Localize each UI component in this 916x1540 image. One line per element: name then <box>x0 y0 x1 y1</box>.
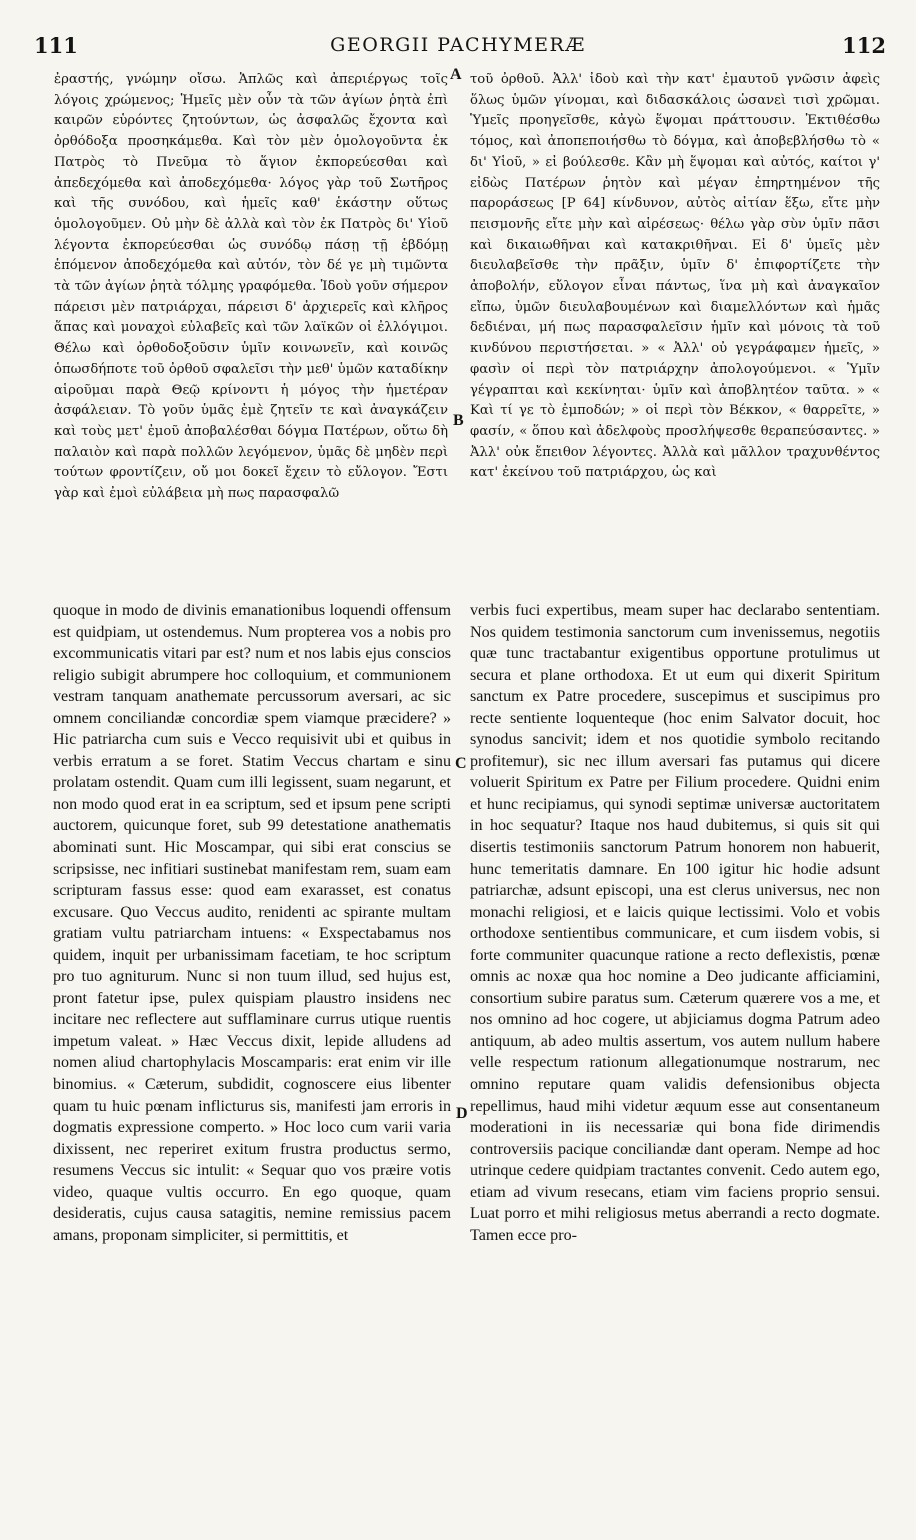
margin-marker-a: A <box>450 66 462 83</box>
page-header <box>0 33 916 57</box>
page-number-right: 112 <box>842 33 886 58</box>
running-title: GEORGII PACHYMERÆ <box>330 34 586 56</box>
greek-text-left-column: ἐραστής, γνώμην οἴσω. Ἁπλῶς καὶ ἀπεριέργως τοῖς λόγοις χρώμενος; Ἡμεῖς μὲν οὖν τὰ τῶν ἁγίων ῥητὰ ἐπὶ καιρῶν εὑρόντες ζητούντων, ὡς ἀσφαλῶς ἔχοντα καὶ ὀρθόδοξα προσηκάμεθα. Καὶ τὸν μὲν ὁμολογοῦντα ἐκ Πατρὸς τὸ Πνεῦμα τὸ ἅγιον ἐκπορεύεσθαι καὶ ἀπεδεχόμεθα καὶ ἀποδεχόμεθα· λόγος γὰρ τοῦ Σωτῆρος καὶ τῆς συνόδου, καὶ ἡμεῖς καθ' ἑκάστην οὕτως ὁμολογοῦμεν. Οὐ μὴν δὲ ἀλλὰ καὶ τὸν ἐκ Πατρὸς δι' Υἱοῦ λέγοντα ἐκπορεύεσθαι ὡς συνόδῳ πάσῃ τῇ ἑβδόμῃ ἑπόμενον ἀποδεχόμεθα καὶ αὐτόν, τὸν δέ γε μὴ τιμῶντα τὰ τῶν ἁγίων ῥητὰ τόλμης γραφόμεθα. Ἰδοὺ γοῦν σήμερον πάρεισι μὲν πατριάρχαι, πάρεισι δ' ἀρχιερεῖς καὶ κλῆρος ἅπας καὶ μοναχοὶ εὐλαβεῖς καὶ τῶν λαϊκῶν οἱ ἐλλόγιμοι. Θέλω καὶ ὀρθοδοξοῦσιν ὑμῖν κοινωνεῖν, καὶ κοινῶς ὁπωσδήποτε τοῦ ὀρθοῦ σφαλεῖσι τὴν μεθ' ὑμῶν καταδίκην αἱροῦμαι παρὰ Θεῷ κρίνοντι ἡ μόγος τὴν ἡμετέραν ἀσφάλειαν. Τὸ γοῦν ὑμᾶς ἐμὲ ζητεῖν τε καὶ ἀναγκάζειν καὶ τοὺς μετ' ἐμοῦ ἀποβαλέσθαι δόγμα Πατέρων, οὕτω δὴ παλαιὸν καὶ παρὰ πολλῶν λεγόμενον, ὑμᾶς δὲ μηδὲν περὶ τούτων φροντίζειν, οὔ μοι δοκεῖ ἔχειν τὸ εὔλογον. Ἔστι γὰρ καὶ ἐμοὶ εὐλάβεια μὴ πως παρασφαλῶ <box>54 72 448 502</box>
margin-marker-c: C <box>455 755 467 772</box>
margin-marker-d: D <box>456 1105 468 1122</box>
greek-text-right-column: τοῦ ὀρθοῦ. Ἀλλ' ἰδοὺ καὶ τὴν κατ' ἐμαυτοῦ γνῶσιν ἀφεὶς ὅλως ὑμῶν γίνομαι, καὶ διδασκάλοις ὡσανεὶ τισὶ χρῶμαι. Ὑμεῖς προηγεῖσθε, κἀγὼ ἕψομαι πράττουσιν. Ἐκτιθέσθω τόμος, καὶ ἀποπεποιήσθω τὸ δόγμα, καὶ ἀποβεβλήσθω τὸ « δι' Υἱοῦ, » εἰ βούλεσθε. Κἂν μὴ ἕψομαι καὶ αὐτός, καίτοι γ' εἰδὼς Πατέρων ῥητὸν καὶ μέγαν ἐπηρτημένον τῆς παροράσεως [P 64] κίνδυνον, αὐτὸς αἰτίαν ἕξω, εἴτε μὴν πεισμονῆς εἴτε μὴν καὶ αἱρέσεως· θέλω γὰρ σὺν ὑμῖν πᾶσι καὶ δικαιωθῆναι καὶ κατακριθῆναι. Εἰ δ' ὑμεῖς μὲν διευλαβεῖσθε τὴν πρᾶξιν, ὑμῖν δ' ἐπιφορτίζετε τὴν ἀποβολήν, εὔλογον εἶναι πάντως, ἵνα μὴ καὶ ἀναγκαῖον εἴπω, ὑμῶν διευλαβουμένων καὶ διαμελλόντων καὶ ἡμᾶς δεδιέναι, μή πως παρασφαλεῖσιν ἡμῖν καὶ μόνοις τὰ τοῦ κινδύνου περιστήσεται. » « Ἀλλ' οὐ γεγράφαμεν ἡμεῖς, » φασὶν οἱ περὶ τὸν πατριάρχην ἀπολογούμενοι. « Ὑμῖν γέγραπται καὶ κεκίνηται· ὑμῖν καὶ ἀποβλητέον ταῦτα. » « Καὶ τί γε τὸ ἐμποδών; » οἱ περὶ τὸν Βέκκον, « θαρρεῖτε, » φασίν, « ὅπου καὶ ἀδελφοὺς προσλήψεσθε θεραπεύσαντες. » Ἀλλ' οὐκ ἔπειθον λέγοντες. Ἀλλὰ καὶ μᾶλλον τραχυνθέντος κατ' ἐκείνου τοῦ πατριάρχου, ὡς καὶ <box>470 72 880 481</box>
margin-marker-b: B <box>453 412 464 429</box>
latin-text-left-column: quoque in modo de divinis emanationibus loquendi offensum est quidpiam, ut ostendemus. Num propterea vos a nobis pro excommunicatis vitari par est? num et nos labis ejus conscios religio subigit abrumpere hoc colloquium, et communionem vestram tanquam anathemate percussorum aversari, ac sic omnem conciliandæ concordiæ spem viamque præcidere? » Hic patriarcha cum suis e Vecco requisivit ubi et quibus in verbis erratum a se foret. Statim Veccus chartam e sinu prolatam ostendit. Quam cum illi legissent, suam negarunt, et non modo quod erat in ea scriptum, sed et ipsum pene scripti auctorem, quicunque foret, sub 99 detestatione anathematis abominati sunt. Hic Moscampar, qui sibi erat conscius se scripsisse, nec infitiari sustinebat manifestam rem, suam eam scripturam fassus esse: quod eam exarasset, est conatus excusare. Quo Veccus audito, renidenti ac spirante multam gratiam vultu patriarcham intuens: « Exspectabamus nos quidem, inquit per urbanissimam facetiam, te hoc scriptum pro tuo agniturum. Nunc si non tuum illud, sed hujus est, pront fatetur ipse, pulex quispiam plaustro insidens nec incitare nec reflectere aut sufflaminare currus utique ruentis impetum valeat. » Hæc Veccus dixit, lepide alludens ad nomen aliud chartophylacis Moscamparis: erat enim vir ille binomius. « Cæterum, subdidit, cognoscere eius libenter quam tu huic pœnam inflicturus sis, manifesti jam erroris in dogmatis expressione comperto. » Hoc loco cum varii varia dixissent, nec reperiret exitum frustra productus sermo, resumens Veccus sic intulit: « Sequar quo vos præire votis video, quaque vultis occurro. En ego quoque, quam desideratis, cujus causa satagitis, nemine remissius pacem amans, proponam simpliciter, si permittitis, et <box>53 602 451 1244</box>
page-number-left: 111 <box>34 33 78 58</box>
latin-text-right-column: verbis fuci expertibus, meam super hac declarabo sententiam. Nos quidem testimonia sanctorum cum invenissemus, negotiis quæ tunc tractabantur exigentibus opportune protulimus ut secura et plane orthodoxa. Et ut eum qui dixerit Spiritum sanctum ex Patre procedere, suscepimus et suscipimus pro recte sentiente loquenteque (hoc enim Salvator docuit, hoc synodus sancivit; idem et nos quotidie symbolo recitando profitemur), sic nec illum aversari fas putamus qui dicere voluerit Spiritum ex Patre per Filium procedere. Quidni enim et hunc recipiamus, qui synodi septimæ universæ auctoritatem in hoc sequatur? Itaque nos haud dubitemus, si quis sit qui disertis testimoniis sanctorum Patrum honorem non habuerit, hunc temeritatis damnare. En 100 igitur hic hodie adsunt patriarchæ, adsunt episcopi, una est clerus universus, nec non monachi religiosi, et e laicis quique lectissimi. Volo et vobis orthodoxe sentientibus communicare, et cum iisdem vobis, si forte communiter quacunque ratione a recto deflexistis, pœnæ omnis ac noxæ qua hoc nomine a Deo judicante afficiamini, consortium subire paratus sum. Cæterum quærere vos a me, et nos omnino ad hoc cogere, ut abjiciamus dogma Patrum adeo antiquum, ab adeo multis assertum, vos autem nullum habere velle respectum rationum allegationumque nostrarum, nec omnino reputare quam validis defensionibus objecta repellimus, haud mihi videtur æquum esse aut consentaneum moderationi in iis necessariæ qui bona fide dirimendis controversiis pacique conciliandæ dant operam. Nempe ad hoc utrinque cedere quidpiam tractantes convenit. Cedo autem ego, etiam ad vivum resecans, etiam vim faciens proprio sensui. Luat porro et mihi religiosus metus aberrandi a recto dogmate. Tamen ecce pro- <box>470 602 880 1244</box>
